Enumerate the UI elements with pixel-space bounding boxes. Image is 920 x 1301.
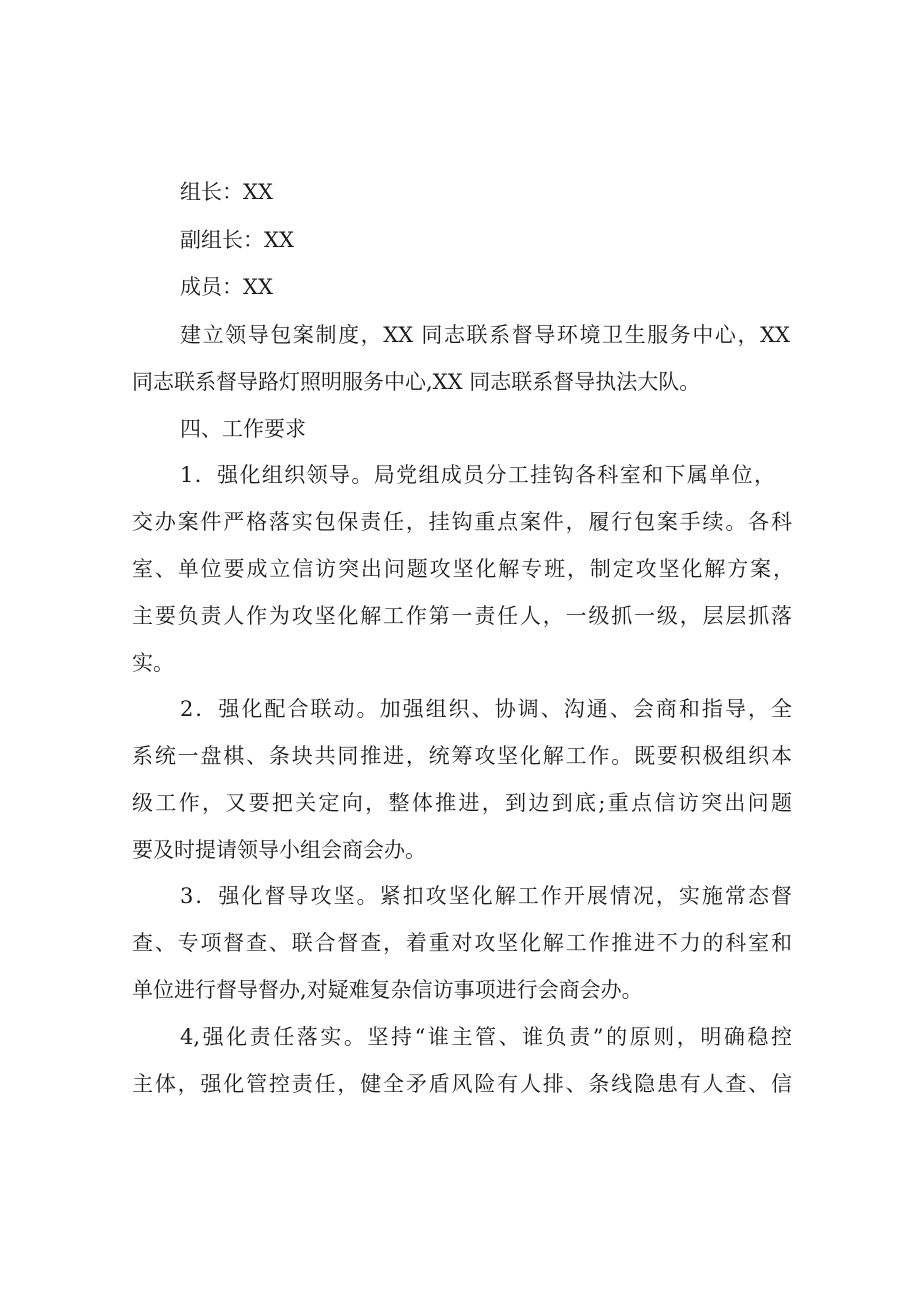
p3-line-2: 查、专项督查、联合督查，着重对攻坚化解工作推进不力的科室和 (132, 931, 792, 955)
p1-line-5: 实。 (132, 651, 174, 675)
leadership-line-2: 同志联系督导路灯照明服务中心,XX 同志联系督导执法大队。 (132, 370, 701, 394)
section-title: 四、工作要求 (180, 417, 306, 441)
p2-line-4: 要及时提请领导小组会商会办。 (132, 838, 426, 862)
p2-line-1: 2．强化配合联动。加强组织、协调、沟通、会商和指导，全 (180, 697, 792, 721)
p2-line-3: 级工作，又要把关定向，整体推进，到边到底;重点信访突出问题 (132, 791, 792, 815)
p1-line-1: 1．强化组织领导。局党组成员分工挂钩各科室和下属单位， (180, 463, 775, 487)
p4-line-1: 4,强化责任落实。坚持“谁主管、谁负责”的原则，明确稳控 (180, 1025, 792, 1049)
p1-line-4: 主要负责人作为攻坚化解工作第一责任人，一级抓一级，层层抓落 (132, 604, 792, 628)
p1-line-2: 交办案件严格落实包保责任，挂钩重点案件，履行包案手续。各科 (132, 510, 792, 534)
p4-line-2: 主体，强化管控责任，健全矛盾风险有人排、条线隐患有人查、信 (132, 1072, 792, 1096)
p1-line-3: 室、单位要成立信访突出问题攻坚化解专班，制定攻坚化解方案， (132, 557, 794, 581)
p3-line-3: 单位进行督导督办,对疑难复杂信访事项进行会商会办。 (132, 978, 643, 1002)
p2-line-2: 系统一盘棋、条块共同推进，统筹攻坚化解工作。既要积极组织本 (132, 744, 792, 768)
members-text: 成员：XX (180, 275, 273, 299)
leadership-line-1: 建立领导包案制度，XX 同志联系督导环境卫生服务中心，XX (180, 323, 790, 347)
deputy-leader-text: 副组长：XX (180, 228, 294, 252)
p3-line-1: 3．强化督导攻坚。紧扣攻坚化解工作开展情况，实施常态督 (180, 884, 792, 908)
leader-text: 组长：XX (180, 180, 273, 204)
